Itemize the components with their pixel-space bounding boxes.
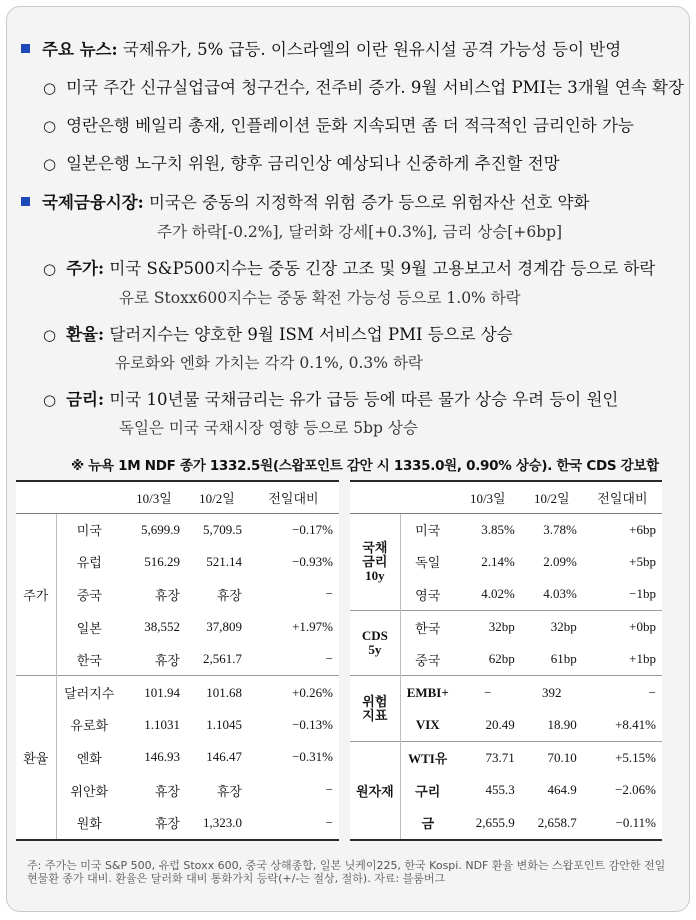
group-label: 주가 <box>16 513 56 676</box>
table-row: 금 2,655.9 2,658.7 −0.11% <box>421 814 656 832</box>
market-text: 미국은 중동의 지정학적 위험 증가 등으로 위험자산 선호 약화 <box>148 193 590 212</box>
table-header <box>16 482 56 513</box>
table-row: CDS 5y 한국 32bp 32bp +0bp <box>350 611 662 644</box>
circle-bullet-icon: ○ <box>43 326 57 344</box>
table-row: 유로화 1.1031 1.1045 −0.13% <box>70 716 333 734</box>
table-header <box>350 482 400 513</box>
market-item-fx: ○ 환율: 달러지수는 양호한 9월 ISM 서비스업 PMI 등으로 상승 <box>43 325 513 344</box>
group-label: 국채 금리 10y <box>350 513 400 611</box>
table-row: 원화 휴장 1,323.0 − <box>76 814 333 832</box>
table-row: 위험 지표 EMBI+ − 392 − <box>350 676 662 709</box>
table-row: VIX 20.49 18.90 +8.41% <box>415 716 656 732</box>
market-line <box>21 192 589 214</box>
main-news-label: 주요 뉴스: <box>42 40 118 59</box>
table-row: 유럽 516.29 521.14 −0.93% <box>76 553 333 571</box>
table-row: 일본 38,552 37,809 +1.97% <box>76 619 333 636</box>
market-item-fx-sub: 유로화와 엔화 가치는 각각 0.1%, 0.3% 하락 <box>115 354 423 372</box>
square-bullet-icon <box>21 197 30 206</box>
market-item-rate: ○ 금리: 미국 10년물 국채금리는 유가 급등 등에 따른 물가 상승 우려 등이 원인 <box>43 390 619 409</box>
group-label: CDS 5y <box>350 611 400 676</box>
market-item-rate-sub: 독일은 미국 국채시장 영향 등으로 5bp 상승 <box>119 419 418 437</box>
circle-bullet-icon: ○ <box>43 391 57 409</box>
table-row: 국채 금리 10y 미국 3.85% 3.78% +6bp <box>350 513 662 546</box>
table-row: 한국 휴장 2,561.7 − <box>76 651 333 668</box>
table-header: 10/3일 <box>455 482 521 513</box>
briefing-card <box>6 6 690 912</box>
table-header <box>56 482 122 513</box>
left-market-table <box>16 480 339 841</box>
table-header: 10/3일 <box>122 482 186 513</box>
main-news-text: 국제유가, 5% 급등. 이스라엘의 이란 원유시설 공격 가능성 등이 반영 <box>122 40 622 59</box>
main-news-line <box>21 39 621 61</box>
news-item: ○ 일본은행 노구치 위원, 향후 금리인상 예상되나 신중하게 추진할 전망 <box>43 154 560 173</box>
news-item: ○ 영란은행 베일리 총재, 인플레이션 둔화 지속되면 좀 더 적극적인 금리인하 가능 <box>43 116 634 135</box>
ndf-note: ※ 뉴욕 1M NDF 종가 1332.5원(스왑포인트 감안 시 1335.0원, 0.90% 상승). 한국 CDS 강보합 <box>71 458 659 474</box>
footnote: 주: 주가는 미국 S&P 500, 유럽 Stoxx 600, 중국 상해종합, 일본 닛케이225, 한국 Kospi. NDF 환율 변화는 스왑포인트 감안한 전일 현물환 종가 대비. 환율은 달러화 대비 통화가치 등락(+/-는 절상, 절하). 자료: 블룸버그 <box>27 859 666 885</box>
circle-bullet-icon: ○ <box>43 117 57 135</box>
table-row: 엔화 146.93 146.47 −0.31% <box>76 749 333 766</box>
market-label: 국제금융시장: <box>42 193 144 212</box>
table-header: 10/2일 <box>521 482 583 513</box>
table-row: 환율 달러지수 101.94 101.68 +0.26% <box>16 676 339 709</box>
table-row: 위안화 휴장 휴장 − <box>70 782 333 799</box>
table-row: 원자재 WTI유 73.71 70.10 +5.15% <box>350 741 662 774</box>
circle-bullet-icon: ○ <box>43 79 57 97</box>
market-summary: 주가 하락[-0.2%], 달러화 강세[+0.3%], 금리 상승[+6bp] <box>157 223 563 241</box>
table-header: 전일대비 <box>248 482 339 513</box>
table-row: 독일 2.14% 2.09% +5bp <box>415 553 656 571</box>
table-row: 중국 62bp 61bp +1bp <box>415 651 656 668</box>
table-header: 10/2일 <box>186 482 248 513</box>
table-row: 중국 휴장 휴장 − <box>76 586 333 603</box>
right-market-table <box>350 480 662 841</box>
group-label: 환율 <box>16 676 56 839</box>
table-row: 영국 4.02% 4.03% −1bp <box>415 586 656 603</box>
circle-bullet-icon: ○ <box>43 260 57 278</box>
table-row: 주가 미국 5,699.9 5,709.5 −0.17% <box>16 513 339 546</box>
market-item-stock-sub: 유로 Stoxx600지수는 중동 확전 가능성 등으로 1.0% 하락 <box>119 289 521 307</box>
square-bullet-icon <box>21 44 30 53</box>
table-row: 구리 455.3 464.9 −2.06% <box>415 782 656 799</box>
table-header <box>400 482 455 513</box>
table-header: 전일대비 <box>583 482 662 513</box>
news-item: ○ 미국 주간 신규실업급여 청구건수, 전주비 증가. 9월 서비스업 PMI는 3개월 연속 확장 <box>43 78 684 97</box>
group-label: 위험 지표 <box>350 676 400 741</box>
group-label: 원자재 <box>350 741 400 839</box>
circle-bullet-icon: ○ <box>43 155 57 173</box>
market-item-stock: ○ 주가: 미국 S&P500지수는 중동 긴장 고조 및 9월 고용보고서 경계감 등으로 하락 <box>43 259 656 278</box>
